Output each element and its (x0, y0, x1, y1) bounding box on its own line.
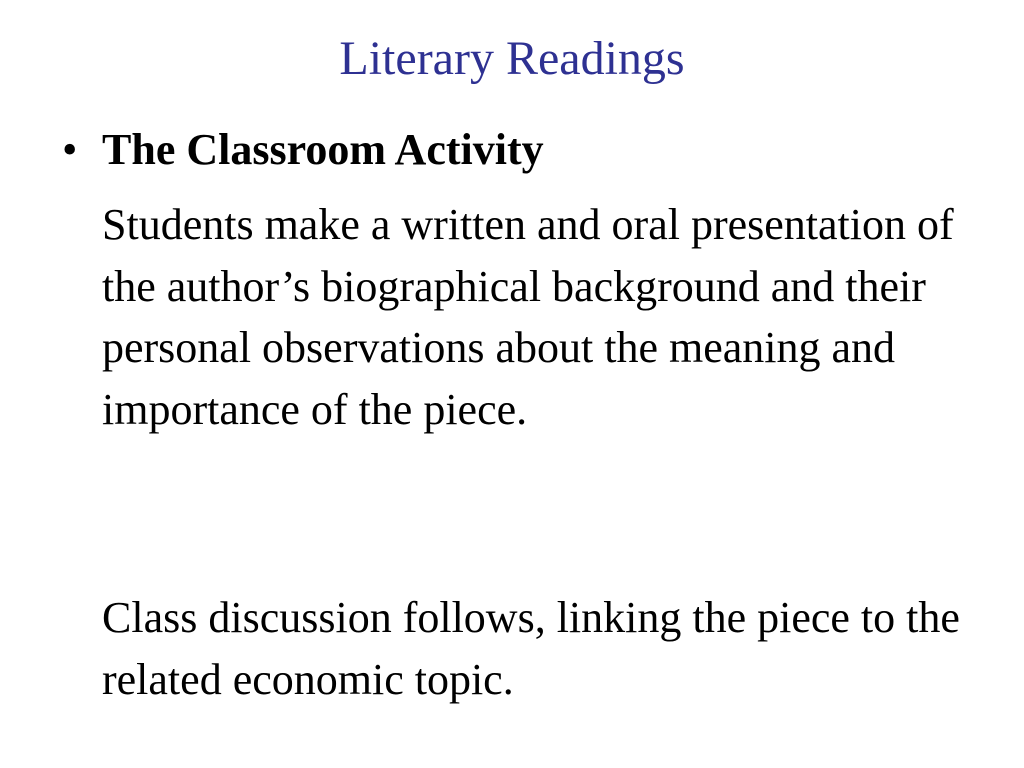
discussion-description: Class discussion follows, linking the piece to the related economic topic. (102, 593, 960, 704)
bullet-heading: The Classroom Activity (102, 125, 544, 174)
activity-description: Students make a written and oral presentation of the author’s biographical background and their personal observations about the meaning and importance of the piece. (102, 200, 954, 434)
bullet-item (62, 122, 982, 178)
bullet-marker: • (62, 125, 78, 174)
bullet-heading-row (62, 122, 982, 178)
slide-title: Literary Readings (339, 32, 685, 85)
